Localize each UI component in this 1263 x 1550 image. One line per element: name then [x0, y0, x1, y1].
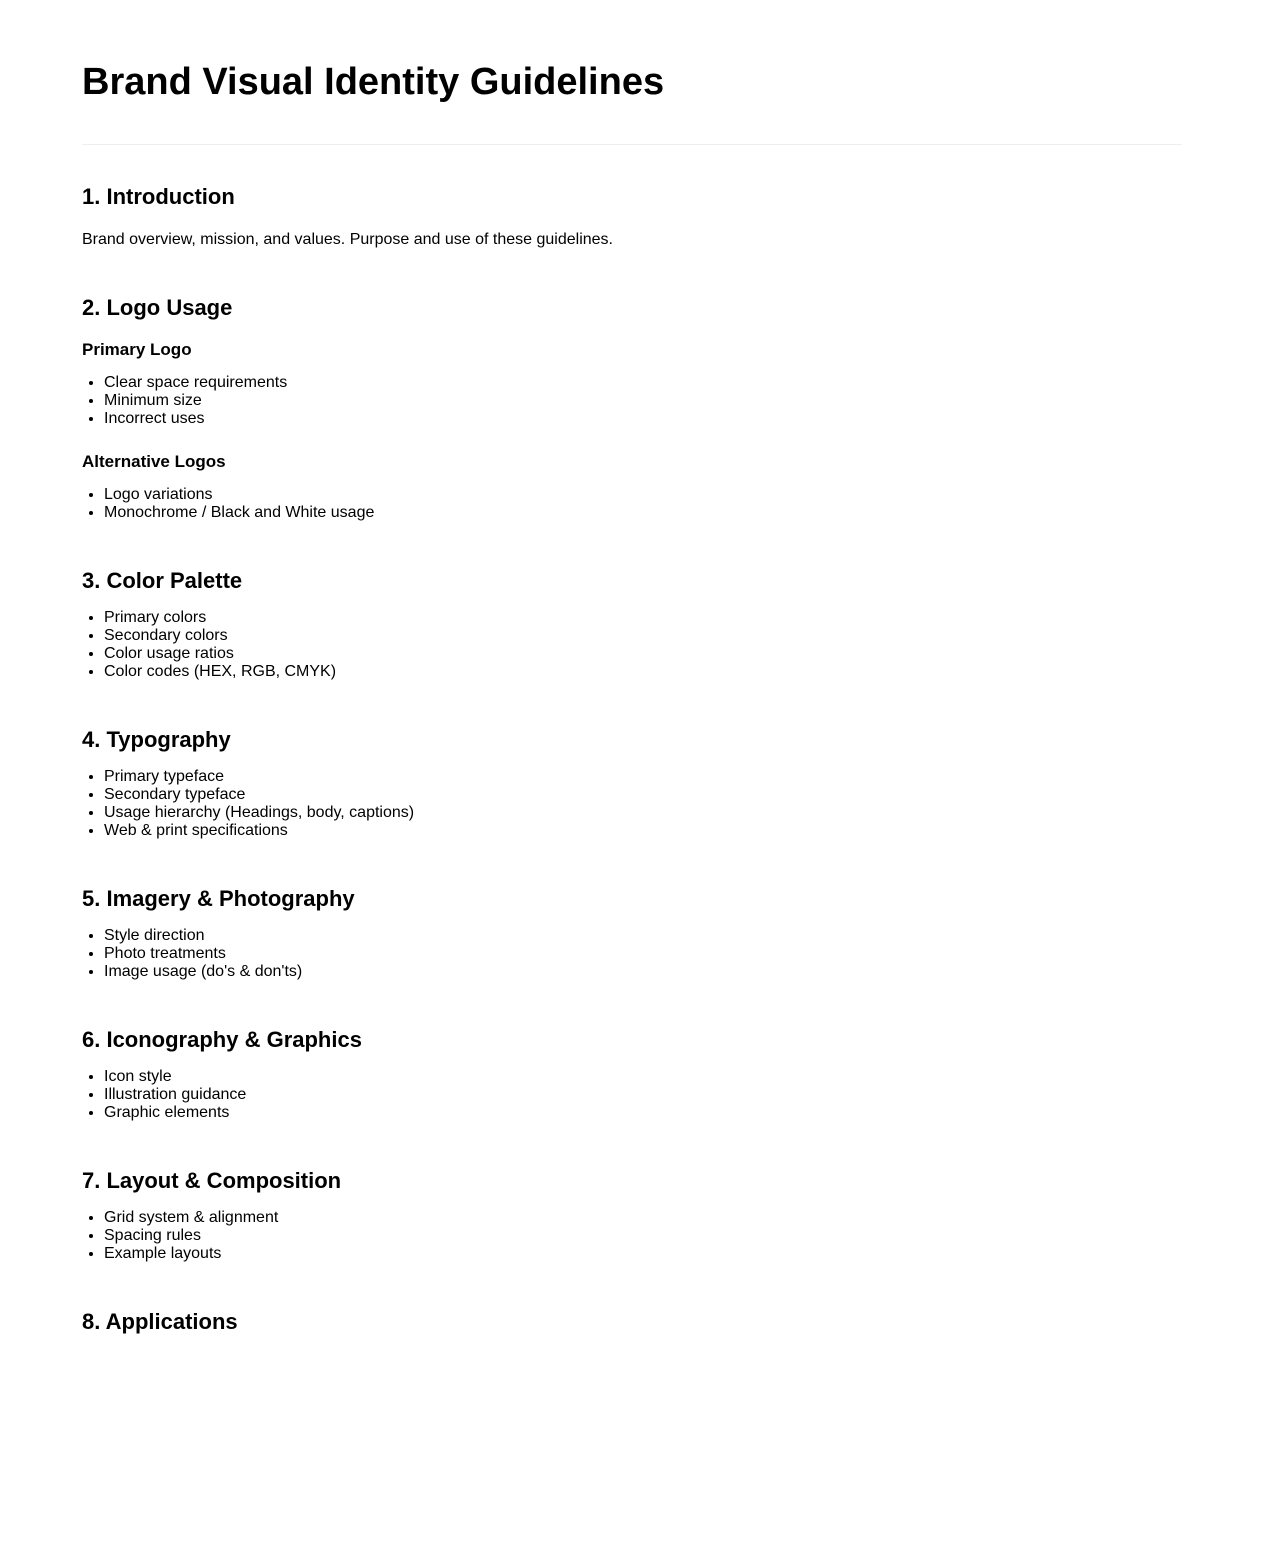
- list-item: • Usage hierarchy (Headings, body, captions): [104, 804, 1182, 822]
- section-imagery: [82, 885, 1182, 981]
- subsection-primary-logo: [82, 340, 1182, 428]
- document-content: [82, 183, 1182, 1381]
- list-item: • Photo treatments: [104, 945, 1182, 963]
- section-logo-usage: [82, 294, 1182, 522]
- document-page: [82, 0, 1182, 1334]
- list-item: • Clear space requirements: [104, 374, 1182, 392]
- section-heading: 1. Introduction: [82, 184, 235, 209]
- list-item: • Grid system & alignment: [104, 1209, 1182, 1227]
- section-typography: [82, 726, 1182, 840]
- subsection-heading: Alternative Logos: [82, 452, 226, 471]
- bullet-list: [82, 1209, 1182, 1263]
- subsection-heading: Primary Logo: [82, 340, 192, 359]
- divider: [82, 144, 1182, 145]
- list-item: • Graphic elements: [104, 1104, 1182, 1122]
- list-item: • Color usage ratios: [104, 645, 1182, 663]
- section-color-palette: [82, 567, 1182, 681]
- page-title: Brand Visual Identity Guidelines: [82, 61, 665, 103]
- bullet-list: [82, 374, 1182, 428]
- section-heading: 4. Typography: [82, 727, 231, 752]
- section-heading: 7. Layout & Composition: [82, 1168, 342, 1193]
- section-applications: [82, 1308, 1182, 1336]
- list-item: • Example layouts: [104, 1245, 1182, 1263]
- section-heading: 8. Applications: [82, 1309, 238, 1334]
- list-item: • Monochrome / Black and White usage: [104, 504, 1182, 522]
- bullet-list: [82, 1068, 1182, 1122]
- section-heading: 6. Iconography & Graphics: [82, 1027, 362, 1052]
- list-item: • Image usage (do's & don'ts): [104, 963, 1182, 981]
- bullet-list: [82, 927, 1182, 981]
- list-item: • Primary typeface: [104, 768, 1182, 786]
- list-item: • Minimum size: [104, 392, 1182, 410]
- list-item: • Logo variations: [104, 486, 1182, 504]
- list-item: • Secondary colors: [104, 627, 1182, 645]
- list-item: • Illustration guidance: [104, 1086, 1182, 1104]
- section-introduction: [82, 183, 1182, 249]
- bullet-list: [82, 768, 1182, 840]
- section-layout: [82, 1167, 1182, 1263]
- list-item: • Primary colors: [104, 609, 1182, 627]
- list-item: • Incorrect uses: [104, 410, 1182, 428]
- list-item: • Color codes (HEX, RGB, CMYK): [104, 663, 1182, 681]
- section-iconography: [82, 1026, 1182, 1122]
- section-text: Brand overview, mission, and values. Purpose and use of these guidelines.: [82, 231, 613, 248]
- list-item: • Web & print specifications: [104, 822, 1182, 840]
- subsection-alternative-logos: [82, 452, 1182, 522]
- bullet-list: [82, 486, 1182, 522]
- list-item: • Secondary typeface: [104, 786, 1182, 804]
- list-item: • Icon style: [104, 1068, 1182, 1086]
- list-item: • Style direction: [104, 927, 1182, 945]
- list-item: • Spacing rules: [104, 1227, 1182, 1245]
- section-heading: 3. Color Palette: [82, 568, 243, 593]
- bullet-list: [82, 609, 1182, 681]
- section-heading: 5. Imagery & Photography: [82, 886, 355, 911]
- section-heading: 2. Logo Usage: [82, 295, 233, 320]
